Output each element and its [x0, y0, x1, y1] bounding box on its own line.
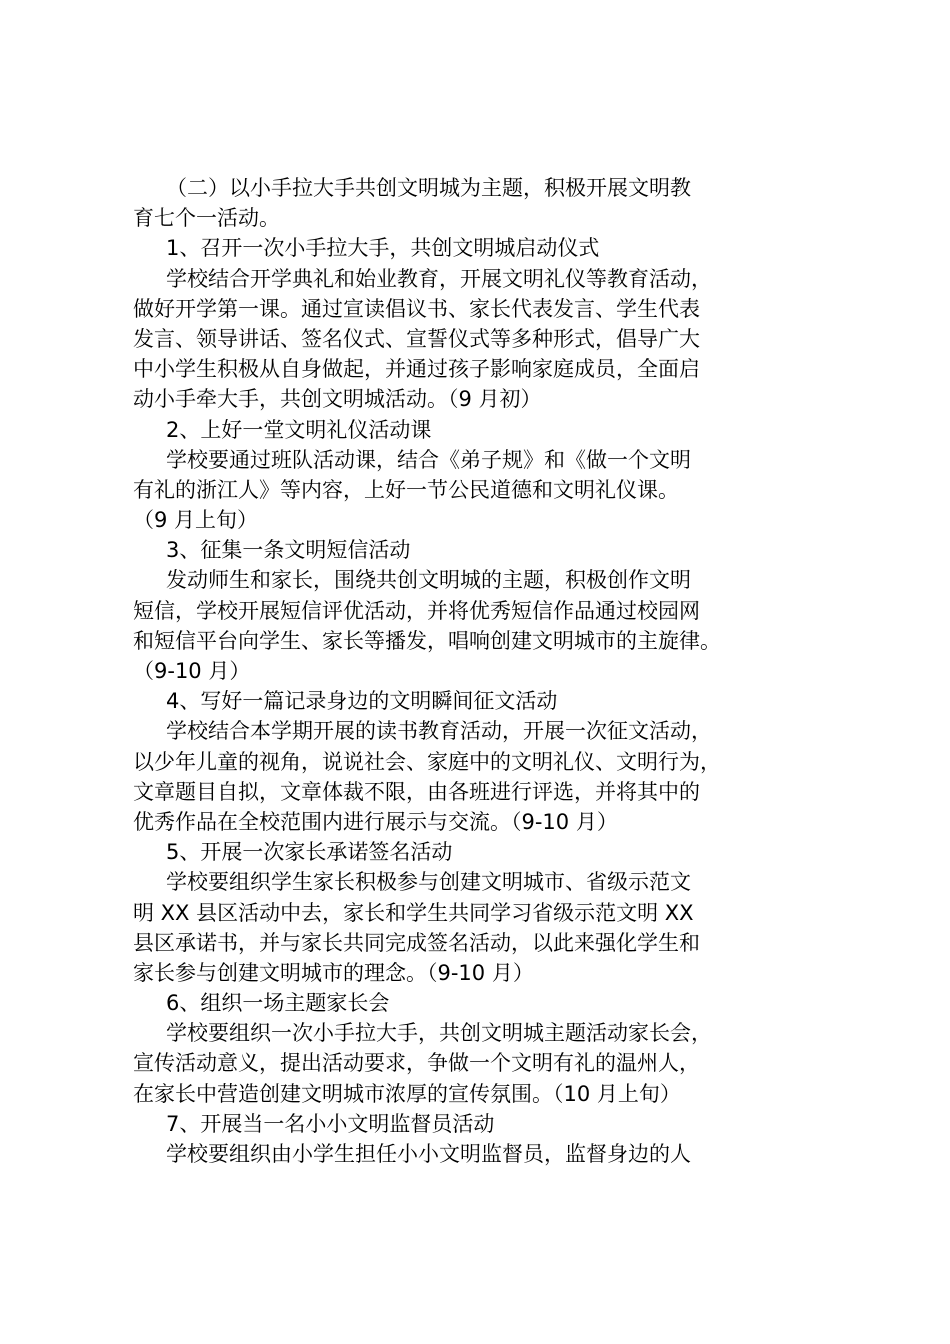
text-line: 发动师生和家长，围绕共创文明城的主题，积极创作文明 [166, 568, 691, 593]
text-line: 发言、领导讲话、签名仪式、宣誓仪式等多种形式，倡导广大 [133, 326, 700, 351]
text-line: 学校结合开学典礼和始业教育，开展文明礼仪等教育活动， [166, 266, 712, 291]
text-line: 做好开学第一课。通过宣读倡议书、家长代表发言、学生代表 [133, 296, 700, 321]
text-line: 和短信平台向学生、家长等播发，唱响创建文明城市的主旋律。 [133, 628, 721, 653]
text-line: 学校要组织由小学生担任小小文明监督员，监督身边的人 [166, 1142, 691, 1166]
text-line: 6、组织一场主题家长会 [166, 991, 390, 1016]
text-line: 在家长中营造创建文明城市浓厚的宣传氛围。（10 月上旬） [133, 1081, 681, 1106]
text-line: 学校要组织学生家长积极参与创建文明城市、省级示范文 [166, 870, 691, 895]
text-line: 以少年儿童的视角，说说社会、家庭中的文明礼仪、文明行为， [133, 749, 721, 774]
text-line: 7、开展当一名小小文明监督员活动 [166, 1111, 495, 1136]
text-line: 4、写好一篇记录身边的文明瞬间征文活动 [166, 689, 558, 714]
text-line: 学校要通过班队活动课，结合《弟子规》和《做一个文明 [166, 447, 691, 472]
text-line: 动小手牵大手，共创文明城活动。（9 月初） [133, 387, 542, 412]
text-line: 学校结合本学期开展的读书教育活动，开展一次征文活动， [166, 719, 712, 744]
text-line: 短信，学校开展短信评优活动，并将优秀短信作品通过校园网 [133, 598, 700, 623]
text-line: 中小学生积极从自身做起，并通过孩子影响家庭成员，全面启 [133, 357, 700, 382]
text-line: （9-10 月） [133, 659, 251, 683]
text-line: 学校要组织一次小手拉大手，共创文明城主题活动家长会， [166, 1021, 712, 1046]
text-line: 2、上好一堂文明礼仪活动课 [166, 417, 432, 442]
text-line: 有礼的浙江人》等内容，上好一节公民道德和文明礼仪课。 [133, 477, 679, 502]
text-line: 优秀作品在全校范围内进行展示与交流。（9-10 月） [133, 809, 618, 834]
text-line: （二）以小手拉大手共创文明城为主题，积极开展文明教 [166, 176, 691, 200]
text-line: 明 XX 县区活动中去，家长和学生共同学习省级示范文明 XX [133, 900, 694, 925]
text-line: 家长参与创建文明城市的理念。（9-10 月） [133, 960, 534, 985]
document-body [133, 173, 845, 1169]
text-line: （9 月上旬） [133, 508, 259, 533]
text-line: 1、召开一次小手拉大手，共创文明城启动仪式 [166, 236, 600, 261]
text-line: 育七个一活动。 [133, 206, 280, 231]
text-line: 5、开展一次家长承诺签名活动 [166, 840, 453, 865]
text-line: 县区承诺书，并与家长共同完成签名活动，以此来强化学生和 [133, 930, 700, 955]
text-line: 3、征集一条文明短信活动 [166, 538, 411, 563]
text-line: 文章题目自拟，文章体裁不限，由各班进行评选，并将其中的 [133, 779, 700, 804]
text-line: 宣传活动意义，提出活动要求，争做一个文明有礼的温州人， [133, 1051, 700, 1076]
